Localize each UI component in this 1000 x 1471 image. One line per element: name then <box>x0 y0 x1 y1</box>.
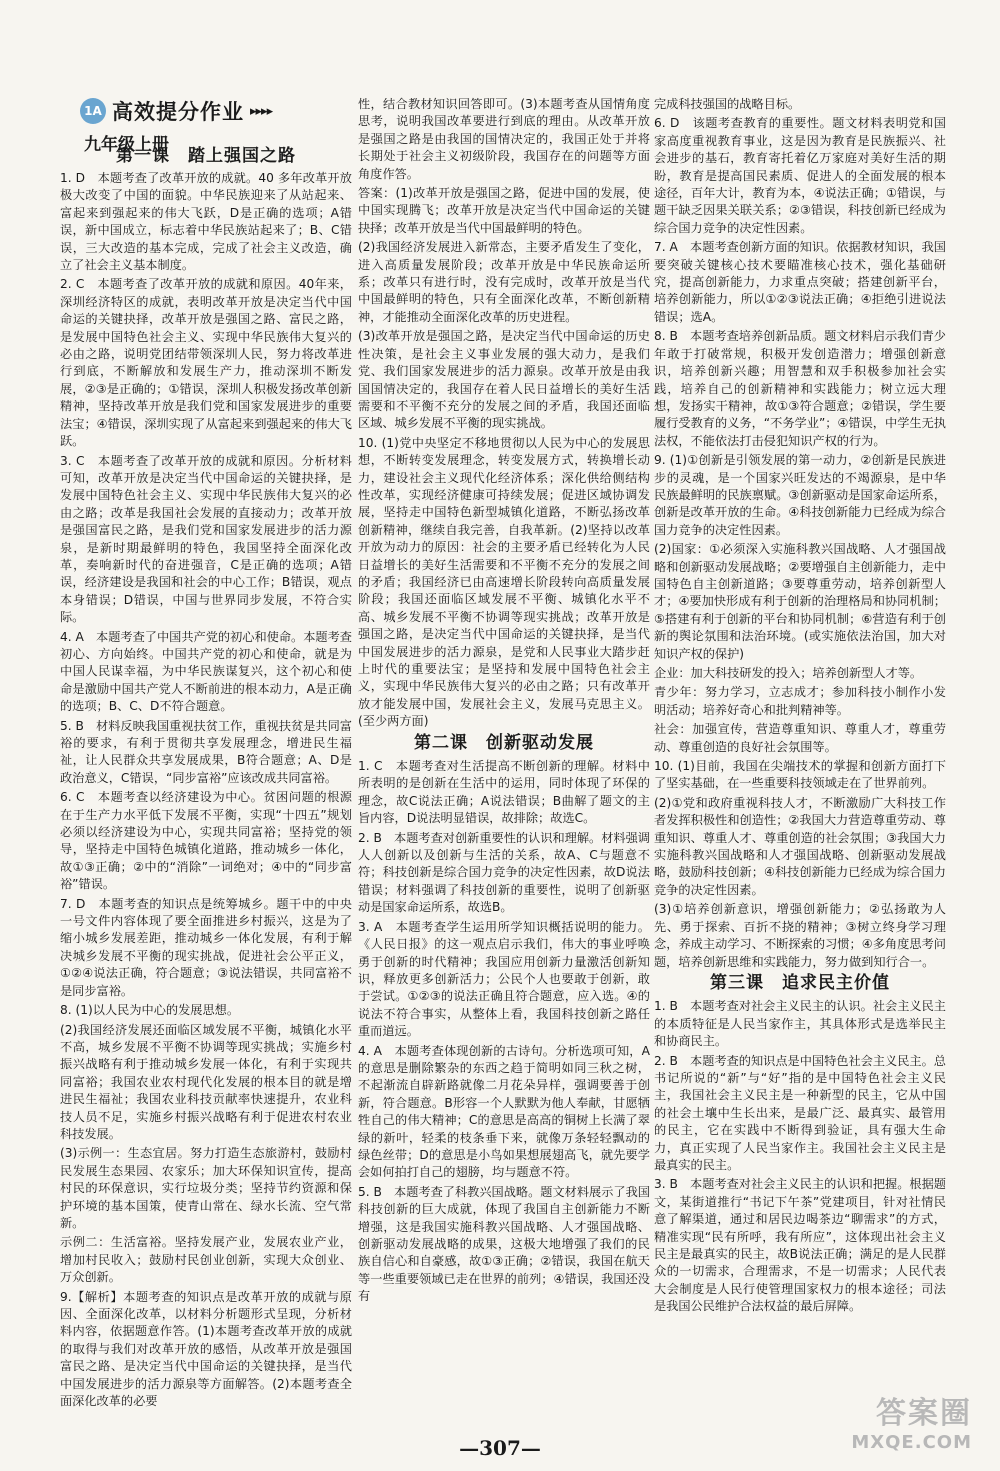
answer-paragraph: 9.【解析】本题考查的知识点是改革开放的成就与原因、全面深化改革，以材料分析题形式呈现，分析材料内容，依据题意作答。(1)本题考查改革开放的成就的取得与我们对改革开放的感悟，从改革开放是强国富民之路、是决定当代中国命运的关键抉择，是当代中国发展进步的活力源泉等方面解答。(2)本题考查全面深化改革的必要 <box>60 1289 352 1409</box>
lesson-2-heading: 第二课 创新驱动发展 <box>414 732 594 753</box>
page-number: —307— <box>459 1436 541 1460</box>
answer-paragraph: (2)①党和政府重视科技人才，不断激励广大科技工作者发挥积极性和创造性；②我国大力营造尊重劳动、尊重知识、尊重人才、尊重创造的社会氛围；③我国大力实施科教兴国战略和人才强国战略、创新驱动发展战略，鼓励科技创新；④科技创新能力已经成为综合国力竞争的决定性因素。 <box>654 795 946 897</box>
answer-paragraph: 4. A 本题考查了中国共产党的初心和使命。本题考查初心、方向始终。中国共产党的初心和使命，就是为中国人民谋幸福，为中华民族谋复兴，这个初心和使命是激励中国共产党人不断前进的根本动力，A是正确的选项；B、C、D不符合题意。 <box>60 629 352 714</box>
answer-paragraph: 7. D 本题考查的知识点是统筹城乡。题干中的中央一号文件内容体现了要全面推进乡村振兴，这是为了缩小城乡发展差距，推动城乡一体化发展，有利于解决城乡发展不平衡的现实挑战，促进社会公平正义，①②④说法正确，符合题意；③说法错误，共同富裕不是同步富裕。 <box>60 896 352 998</box>
answer-paragraph: 2. B 本题考查对创新重要性的认识和理解。材料强调人人创新以及创新与生活的关系，故A、C与题意不符；科技创新是综合国力竞争的决定性因素，故D说法错误；材料强调了科技创新的重要性，说明了创新驱动是国家命运所系，故选B。 <box>358 830 650 915</box>
watermark-url: MXQE.COM <box>851 1432 972 1453</box>
answer-paragraph: 3. B 本题考查对社会主义民主的认识和把握。根据题文，某街道推行“书记下午茶”党建项目，针对社情民意了解渠道，通过和居民边喝茶边“聊需求”的方式，精准实现“民有所呼，我有所应”，这体现出社会主义民主是最真实的民主，故B说法正确；满足的是人民群众的一切需求，合理需求，不是一切需求；人民代表大会制度是人民行使管理国家权力的根本途径；司法是我国公民维护合法权益的最后屏障。 <box>654 1177 946 1314</box>
answer-paragraph: 5. B 本题考查了科教兴国战略。题文材料展示了我国科技创新的巨大成就，体现了我国自主创新能力不断增强，这是我国实施科教兴国战略、人才强国战略、创新驱动发展战略的成果，这极大地增强了我们的民族自信心和自豪感，故①③正确；②错误，我国在航天等一些重要领域已走在世界的前列；④错误，我国还没有 <box>358 1184 650 1304</box>
answer-paragraph: 3. C 本题考查了改革开放的成就和原因。分析材料可知，改革开放是决定当代中国命运的关键抉择，是发展中国特色社会主义、实现中华民族伟大复兴的必由之路；改革是我国社会发展的直接动力；改革开放是强国富民之路，是我们党和国家发展进步的活力源泉，是新时期最鲜明的特色，我国坚持全面深化改革，奏响新时代的奋进强音，C是正确的选项；A错误，经济建设是我国和社会的中心工作；B错误，观点本身错误；D错误，中国与世界同步发展，不符合实际。 <box>60 453 352 625</box>
column-1-body <box>60 170 352 1412</box>
answer-paragraph: 示例二：生活富裕。坚持发展产业，发展农业产业，增加村民收入；鼓励村民创业创新，实现大众创业、万众创新。 <box>60 1235 352 1285</box>
watermark <box>851 1388 972 1453</box>
answer-paragraph: 2. B 本题考查的知识点是中国特色社会主义民主。总书记所说的“新”与“好”指的是中国特色社会主义民主，我国社会主义民主是一种新型的民主，它从中国的社会土壤中生长出来，是最广泛、最真实、最管用的民主，它在实践中不断得到验证，具有强大生命力，真正实现了人民当家作主。我国社会主义民主是最真实的民主。 <box>654 1053 946 1172</box>
answer-paragraph: (2)我国经济发展进入新常态，主要矛盾发生了变化，进入高质量发展阶段；改革开放是中华民族命运所系；改革只有进行时，没有完成时，改革开放是当代中国最鲜明的特色，只有全面深化改革，不断创新精神，才能推动全面深化改革的历史进程。 <box>358 240 650 324</box>
answer-paragraph: 企业：加大科技研发的投入；培养创新型人才等。 <box>654 666 923 680</box>
answer-paragraph: 9. (1)①创新是引领发展的第一动力，②创新是民族进步的灵魂，是一个国家兴旺发达的不竭源泉，是中华民族最鲜明的民族禀赋。③创新驱动是国家命运所系，创新是改革开放的生命。④科技创新能力已经成为综合国力竞争的决定性因素。 <box>654 453 946 537</box>
answer-paragraph: 4. A 本题考查体现创新的古诗句。分析选项可知，A的意思是删除繁杂的东西之趋于简明如同三秋之树，不起渐流自辟新路就像二月花朵异样，强调要善于创新，符合题意。B形容一个人默默为他人奉献，甘愿牺牲自己的伟大精神；C的意思是高高的铜树上长满了翠绿的新叶，轻柔的枝条垂下来，就像万条轻轻飘动的绿色丝带；D的意思是小鸟如果想展翅高飞，就先要学会如何拍打自己的翅膀，均与题意不符。 <box>358 1043 650 1180</box>
answer-paragraph: 6. D 该题考查教育的重要性。题文材料表明党和国家高度重视教育事业，这是因为教育是民族振兴、社会进步的基石，教育寄托着亿万家庭对美好生活的期盼，教育是提高国民素质、促进人的全面发展的根本途径，百年大计，教育为本，④说法正确；①错误，与题干缺乏因果关联关系；②③错误，科技创新已经成为综合国力竞争的决定性因素。 <box>654 116 946 235</box>
answer-paragraph: 7. A 本题考查创新方面的知识。依据教材知识，我国要突破关键核心技术要瞄准核心技术，强化基础研究，提高创新能力，力求重点突破；搭建创新平台，培养创新能力，所以①②③说法正确；④拒绝引进说法错误；选A。 <box>654 240 946 324</box>
answer-paragraph: 3. A 本题考查学生运用所学知识概括说明的能力。《人民日报》的这一观点启示我们，伟大的事业呼唤勇于创新的时代精神；我国应用创新力量激活创新知识，释放更多创新活力；公民个人也要敢于创新，敢于尝试。①②③的说法正确且符合题意，应入选。④的说法不符合事实，从整体上看，我国科技创新之路任重而道远。 <box>358 919 650 1039</box>
column-2 <box>358 96 650 1396</box>
brand-logo-icon: 1A <box>80 98 106 124</box>
grade-heading: 九年级上册 <box>84 135 169 155</box>
answer-paragraph: 10. (1)目前，我国在尖端技术的掌握和创新方面打下了坚实基础，在一些重要科技领域走在了世界前列。 <box>654 759 946 791</box>
answer-paragraph: (3)①培养创新意识，增强创新能力；②弘扬敢为人先、勇于探索、百折不挠的精神；③树立终身学习理念，养成主动学习、不断探索的习惯；④多角度思考问题，培养创新思维和实践能力，努力做到知行合一。 <box>654 902 946 969</box>
answer-paragraph: 8. B 本题考查培养创新品质。题文材料启示我们青少年敢于打破常规，积极开发创造潜力；增强创新意识，培养创新兴趣；用智慧和双手积极参加社会实践，培养自己的创新精神和实践能力；树立远大理想，发扬实干精神，故①③符合题意；②错误，学生要履行受教育的义务，“不务学业”；④错误，中学生无执法权，不能依法打击侵犯知识产权的行为。 <box>654 329 946 448</box>
answer-paragraph: 6. C 本题考查以经济建设为中心。贫困问题的根源在于生产力水平低下发展不平衡，实现“十四五”规划必须以经济建设为中心，实现共同富裕；坚持党的领导，坚持走中国特色城镇化道路，推动城乡一体化，故①③正确；②中的“消除”一词绝对；④中的“同步富裕”错误。 <box>60 790 352 892</box>
answer-paragraph: 青少年：努力学习，立志成才；参加科技小制作小发明活动；培养好奇心和批判精神等。 <box>654 685 946 717</box>
answer-paragraph: (2)我国经济发展还面临区域发展不平衡，城镇化水平不高，城乡发展不平衡不协调等现实挑战；实施乡村振兴战略有利于推动城乡发展一体化，有利于实现共同富裕；我国农业农村现代化发展的根本目的就是增进民生福祉；我国农业科技贡献率快速提升，农业科技人员不足，实施乡村振兴战略有利于促进农村农业科技发展。 <box>60 1022 352 1141</box>
answer-paragraph: 1. D 本题考查了改革开放的成就。40 多年改革开放极大改变了中国的面貌。中华民族迎来了从站起来、富起来到强起来的伟大飞跃，D是正确的选项；A错误，新中国成立，标志着中华民族站起来了；B、C错误，三大改造的基本完成，完成了社会主义改造，确立了社会主义基本制度。 <box>60 171 352 273</box>
answer-paragraph: 2. C 本题考查了改革开放的成就和原因。40年来，深圳经济特区的成就，表明改革开放是决定当代中国命运的关键抉择，改革开放是强国之路、富民之路，是发展中国特色社会主义、实现中华民族伟大复兴的必由之路，说明党团结带领深圳人民，努力将改革进行到底，不断解放和发展生产力，推动深圳不断发展，②③是正确的；①错误，深圳人积极发扬改革创新精神，坚持改革开放是我们党和国家发展进步的重要法宝；④错误，深圳实现了从富起来到强起来的伟大飞跃。 <box>60 277 352 449</box>
answer-paragraph: 10. (1)党中央坚定不移地贯彻以人民为中心的发展思想，不断转变发展理念，转变发展方式，转换增长动力，建设社会主义现代化经济体系；深化供给侧结构性改革，实现经济健康可持续发展；促进区域协调发展，坚持走中国特色新型城镇化道路，不断弘扬改革创新精神，继续自我完善，自我革新。(2)坚持以改革开放为动力的原因：社会的主要矛盾已经转化为人民日益增长的美好生活需要和不平衡不充分的发展之间的矛盾；我国经济已由高速增长阶段转向高质量发展阶段；我国还面临区域发展不平衡、城镇化水平不高、城乡发展不平衡不协调等现实挑战；改革开放是强国之路，是决定当代中国命运的关键抉择，是当代中国发展进步的活力源泉，是党和人民事业大踏步赶上时代的重要法宝；是坚持和发展中国特色社会主义，实现中华民族伟大复兴的必由之路；只有改革开放才能发展中国，发展社会主义，发展马克思主义。(至少两方面) <box>358 435 650 729</box>
lesson-1-heading: 第一课 踏上强国之路 <box>116 146 296 166</box>
column-3 <box>654 96 946 1396</box>
answer-paragraph: 完成科技强国的战略目标。 <box>654 97 801 111</box>
lesson-3-heading: 第三课 追求民主价值 <box>710 972 890 993</box>
answer-paragraph: (3)改革开放是强国之路，是决定当代中国命运的历史性决策，是社会主义事业发展的强大动力，是我们党、我们国家发展进步的活力源泉。改革开放是由我国国情决定的，我国存在着人民日益增长的美好生活需要和不平衡不充分的发展之间的矛盾，我国还面临区域、城乡发展不平衡的现实挑战。 <box>358 329 650 431</box>
answer-paragraph: (3)示例一：生态宜居。努力打造生态旅游村，鼓励村民发展生态果园、农家乐；加大环保知识宣传，提高村民的环保意识，实行垃圾分类；坚持节约资源和保护环境的基本国策，使青山常在、绿水长流、空气常新。 <box>60 1146 352 1230</box>
arrows-icon: ▸▸▸▸ <box>250 103 273 119</box>
answer-paragraph: 8. (1)以人民为中心的发展思想。 <box>60 1003 240 1018</box>
column-1 <box>60 88 352 1409</box>
watermark-logo-text: 答案圈 <box>876 1396 972 1431</box>
answer-paragraph: 5. B 材料反映我国重视扶贫工作，重视扶贫是共同富裕的要求，有利于贯彻共享发展理念，增进民生福祉，让人民群众共享发展成果，B符合题意；A、D是政治意义，C错误，“同步富裕”应该改成共同富裕。 <box>60 718 352 785</box>
answer-paragraph: 性，结合教材知识回答即可。(3)本题考查从国情角度思考，说明我国改革要进行到底的理由。从改革开放是强国之路是由我国的国情决定的，我国正处于并将长期处于社会主义初级阶段，我国存在的问题等方面角度作答。 <box>358 97 650 181</box>
answer-paragraph: 1. B 本题考查对社会主义民主的认识。社会主义民主的本质特征是人民当家作主，其具体形式是选举民主和协商民主。 <box>654 999 946 1049</box>
answer-paragraph: 1. C 本题考查对生活提高不断创新的理解。材料中所表明的是创新在生活中的运用，同时体现了环保的理念，故C说法正确；A说法错误；B曲解了题文的主旨内容，D说法明显错误，故排除；故选C。 <box>358 759 650 826</box>
answer-paragraph: 社会：加强宣传，营造尊重知识、尊重人才，尊重劳动、尊重创造的良好社会氛围等。 <box>654 722 946 754</box>
answer-paragraph: 答案：(1)改革开放是强国之路，促进中国的发展，使中国实现腾飞；改革开放是决定当代中国命运的关键抉择；改革开放是当代中国最鲜明的特色。 <box>358 186 650 235</box>
answer-paragraph: (2)国家：①必须深入实施科教兴国战略、人才强国战略和创新驱动发展战略；②要增强自主创新能力，走中国特色自主创新道路；③要尊重劳动，培养创新型人才；④要加快形成有利于创新的治理格局和协同机制；⑤搭建有利于创新的平台和协同机制；⑥营造有利于创新的舆论氛围和法治环境。(或实施依法治国，加大对知识产权的保护) <box>654 542 946 661</box>
banner-title: 高效提分作业 <box>112 100 244 124</box>
